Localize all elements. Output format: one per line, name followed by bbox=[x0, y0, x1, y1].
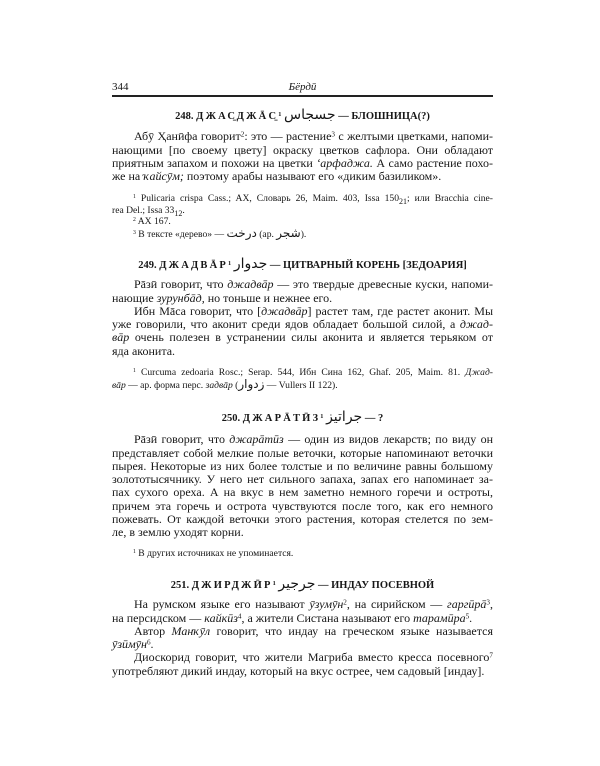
text-line bbox=[112, 144, 493, 157]
italic-term: Манҡӯл bbox=[171, 623, 211, 638]
arabic-term: جدوار bbox=[233, 255, 268, 272]
text-line bbox=[112, 318, 493, 331]
text-run: А само растение похо- bbox=[372, 155, 493, 170]
arabic-term: شجر bbox=[276, 225, 301, 240]
text-run: Абӯ Ҳанӣфа говорит bbox=[134, 129, 241, 144]
text-run: золототысячнику. У него нет сильного запаха, запах его напоминает за- bbox=[112, 472, 493, 487]
italic-term: зурунбāд, bbox=[156, 290, 205, 305]
footnote bbox=[112, 367, 493, 390]
footnotes bbox=[112, 367, 493, 390]
text-run: пожевать. От каждой веточки этого растения, которая стелется по зем- bbox=[112, 512, 493, 527]
entry-text bbox=[112, 130, 493, 183]
text-line bbox=[112, 447, 493, 460]
text-line bbox=[112, 193, 493, 205]
text-line bbox=[112, 278, 493, 291]
footnote-marker[interactable]: 7 bbox=[489, 651, 493, 660]
paragraph bbox=[112, 598, 493, 625]
text-line bbox=[112, 305, 493, 318]
italic-term: гаргӣрā bbox=[447, 597, 487, 612]
page-number: 344 bbox=[112, 81, 129, 93]
arabic-term: جسجاس bbox=[284, 107, 336, 123]
text-run: — БЛОШНИЦА(?) bbox=[335, 111, 430, 122]
text-line bbox=[112, 473, 493, 486]
italic-term: ӯзумӯн bbox=[309, 597, 344, 612]
italic-term: вāр bbox=[112, 379, 126, 391]
text-run: же на bbox=[112, 169, 144, 184]
text-run: — ЦИТВАРНЫЙ КОРЕНЬ [ЗЕДОАРИЯ] bbox=[267, 259, 467, 271]
page-header bbox=[112, 80, 493, 94]
footnote-marker[interactable]: 1 bbox=[133, 368, 136, 375]
text-line bbox=[112, 598, 493, 611]
text-run: ле, в землю уходят корни. bbox=[112, 525, 244, 540]
paragraph bbox=[112, 651, 493, 678]
footnote bbox=[112, 216, 493, 228]
footnotes bbox=[112, 193, 493, 239]
footnote-marker[interactable]: 1 bbox=[228, 259, 232, 267]
text-run: пах сухого ореха. А на вкус в нем заметно немного горечи и остроты, bbox=[112, 485, 493, 500]
text-run: 251. bbox=[170, 579, 192, 591]
page-body bbox=[112, 108, 493, 678]
text-run: на персидском — bbox=[112, 610, 205, 625]
text-line bbox=[112, 665, 493, 678]
text-run: ] растет там, где растет аконит. Мы bbox=[307, 303, 494, 318]
text-run: Ибн Мāса говорит, что [ bbox=[134, 303, 262, 318]
text-line bbox=[112, 216, 493, 228]
text-run: В тексте «дерево» — bbox=[135, 228, 227, 240]
text-line bbox=[112, 331, 493, 344]
text-line bbox=[112, 433, 493, 446]
text-run: , на сирийском — bbox=[346, 597, 448, 612]
text-run: с желтыми цветками, напоми- bbox=[335, 129, 493, 144]
text-line bbox=[112, 376, 493, 391]
entry-text bbox=[112, 598, 493, 678]
entry-heading bbox=[112, 257, 493, 271]
text-line bbox=[112, 460, 493, 473]
italic-term: вāр bbox=[112, 330, 130, 345]
text-line bbox=[112, 170, 493, 183]
text-run: — ИНДАУ ПОСЕВНОЙ bbox=[315, 579, 435, 591]
paragraph bbox=[112, 625, 493, 652]
text-run: Рāзӣ говорит, что bbox=[134, 277, 228, 292]
paragraph bbox=[112, 278, 493, 305]
arabic-term: جرجير bbox=[278, 575, 316, 592]
text-line bbox=[112, 612, 493, 625]
text-line bbox=[112, 526, 493, 539]
footnote bbox=[112, 193, 493, 216]
text-run: нающие bbox=[112, 290, 157, 305]
text-line bbox=[112, 130, 493, 143]
text-run: причем эта горечь и острота чувствуются после того, как его немного bbox=[112, 498, 493, 513]
text-run: rea Del.; Issa 33 bbox=[112, 204, 175, 216]
text-line bbox=[112, 651, 493, 664]
text-run: . bbox=[150, 637, 154, 652]
italic-term: задвāр bbox=[205, 379, 233, 391]
text-run: ; или Bracchia cine- bbox=[407, 193, 493, 205]
italic-term: джадвāр bbox=[227, 277, 274, 292]
header-rule bbox=[112, 95, 493, 97]
text-run: , а жители Систана называют его bbox=[241, 610, 414, 625]
text-run: . bbox=[469, 610, 473, 625]
footnote-marker[interactable]: 4 bbox=[237, 611, 242, 620]
text-run: — ? bbox=[362, 412, 384, 424]
footnote-marker[interactable]: 5 bbox=[465, 611, 470, 620]
entry-heading bbox=[112, 108, 493, 122]
text-run: Рāзӣ говорит, что bbox=[134, 432, 230, 447]
footnote-marker[interactable]: 1 bbox=[133, 549, 136, 556]
text-run: 249. bbox=[138, 259, 160, 271]
text-line bbox=[112, 625, 493, 638]
text-run: — ар. форма перс. bbox=[125, 379, 206, 391]
text-run: представляет собой мелкие полые веточки, которые напоминают веточки bbox=[112, 445, 493, 460]
footnote-marker[interactable]: 2 bbox=[133, 217, 136, 224]
footnote-marker[interactable]: 3 bbox=[486, 598, 490, 607]
italic-term: джарāтӣз bbox=[229, 432, 284, 447]
italic-term: ʻарфаджа. bbox=[316, 155, 373, 170]
text-line bbox=[112, 225, 493, 240]
footnote bbox=[112, 548, 493, 560]
text-run: Curcuma zedoaria Rosc.; Serap. 544, Ибн Сина 162, Ghaf. 205, Maim. 81. bbox=[135, 367, 466, 379]
text-run: ДЖАРĀТӢЗ bbox=[242, 412, 321, 424]
text-line bbox=[112, 157, 493, 170]
running-title: Бёрдӣ bbox=[288, 81, 317, 93]
text-run: Автор bbox=[134, 623, 172, 638]
text-run: (ар. bbox=[256, 228, 277, 240]
text-run: говорит, что индау на греческом языке называется bbox=[210, 623, 493, 638]
italic-term: Джад- bbox=[465, 367, 493, 379]
text-run: : это — растение bbox=[244, 129, 332, 144]
text-run: 250. bbox=[221, 412, 243, 424]
text-run: — это твердые древесные куски, напоми- bbox=[273, 277, 493, 292]
text-line bbox=[112, 205, 493, 217]
text-run: — Vullers II 122). bbox=[264, 379, 338, 391]
footnote-marker[interactable]: 2 bbox=[343, 598, 347, 607]
footnote-marker[interactable]: 1 bbox=[133, 194, 136, 201]
footnote-marker[interactable]: 1 bbox=[272, 579, 276, 587]
text-run: ДЖИРДЖӢР bbox=[191, 579, 273, 591]
paragraph bbox=[112, 433, 493, 539]
footnote-marker[interactable]: 3 bbox=[331, 130, 336, 139]
paragraph bbox=[112, 130, 493, 183]
italic-term: джадвāр bbox=[261, 303, 308, 318]
text-run: ( bbox=[232, 379, 239, 391]
text-run: ДЖАДВĀР bbox=[159, 259, 229, 271]
text-run: ДЖАС̱ДЖĀС̱ bbox=[196, 111, 279, 122]
text-run: 248. bbox=[175, 111, 197, 122]
footnote-marker[interactable]: 2 bbox=[240, 130, 245, 139]
footnote-marker[interactable]: 3 bbox=[133, 229, 136, 236]
text-run: пырея. Некоторые из них более толстые и по величине равны большому bbox=[112, 458, 493, 473]
subscript: 12 bbox=[174, 208, 183, 218]
footnote bbox=[112, 225, 493, 240]
text-run: На румском языке его называют bbox=[134, 597, 310, 612]
text-line bbox=[112, 367, 493, 379]
text-run: поэтому арабы называют его «диким базиликом». bbox=[183, 169, 442, 184]
footnote-marker[interactable]: 1 bbox=[278, 110, 282, 118]
text-run: AX 167. bbox=[135, 216, 171, 228]
text-run: Pulicaria crispa Cass.; AX, Словарь 26, Maim. 403, Issa 150 bbox=[135, 193, 399, 205]
text-line bbox=[112, 513, 493, 526]
text-line bbox=[112, 548, 493, 560]
italic-term: ҡайсӯм; bbox=[143, 169, 184, 184]
text-run: уже говорили, что аконит среди ядов обладает большой силой, а bbox=[112, 317, 460, 332]
text-run: приятным запахом и похожи на цветки bbox=[112, 155, 317, 170]
italic-term: кайкӣз bbox=[204, 610, 238, 625]
footnote-marker[interactable]: 6 bbox=[146, 638, 151, 647]
footnote-marker[interactable]: 1 bbox=[320, 412, 324, 420]
text-run: очень полезен в устранении силы аконита и является терьяком от bbox=[129, 330, 493, 345]
text-line bbox=[112, 292, 493, 305]
text-run: нающими [по своему цвету] окраску цветков сафлора. Они обладают bbox=[112, 142, 493, 157]
book-page bbox=[112, 80, 493, 678]
entry-text bbox=[112, 278, 493, 358]
italic-term: тарамӣра bbox=[413, 610, 466, 625]
text-run: — один из видов лекарств; по виду он bbox=[283, 432, 493, 447]
paragraph bbox=[112, 305, 493, 358]
entry-heading bbox=[112, 410, 493, 424]
arabic-term: جراتيز bbox=[326, 408, 363, 425]
text-line bbox=[112, 500, 493, 513]
text-run: употребляют дикий индау, который на вкус острее, чем садовый [индау]. bbox=[112, 663, 485, 678]
text-run: , bbox=[489, 597, 493, 612]
text-line bbox=[112, 638, 493, 651]
text-run: ). bbox=[300, 228, 307, 240]
italic-term: джад- bbox=[459, 317, 493, 332]
text-run: В других источниках не упоминается. bbox=[135, 548, 294, 560]
italic-term: ӯзӣмӯн bbox=[112, 637, 147, 652]
entry-heading bbox=[112, 577, 493, 591]
text-run: Диоскорид говорит, что жители Магриба вместо кресса посевного bbox=[134, 650, 490, 665]
footnotes bbox=[112, 548, 493, 560]
entry-text bbox=[112, 433, 493, 539]
text-line bbox=[112, 486, 493, 499]
arabic-term: درخت bbox=[226, 225, 257, 240]
subscript: 21 bbox=[399, 197, 407, 207]
text-line bbox=[112, 345, 493, 358]
arabic-term: زدوار bbox=[238, 376, 265, 391]
text-run: яда аконита. bbox=[112, 343, 176, 358]
text-run: но тоньше и нежнее его. bbox=[204, 290, 333, 305]
text-run: . bbox=[182, 204, 185, 216]
